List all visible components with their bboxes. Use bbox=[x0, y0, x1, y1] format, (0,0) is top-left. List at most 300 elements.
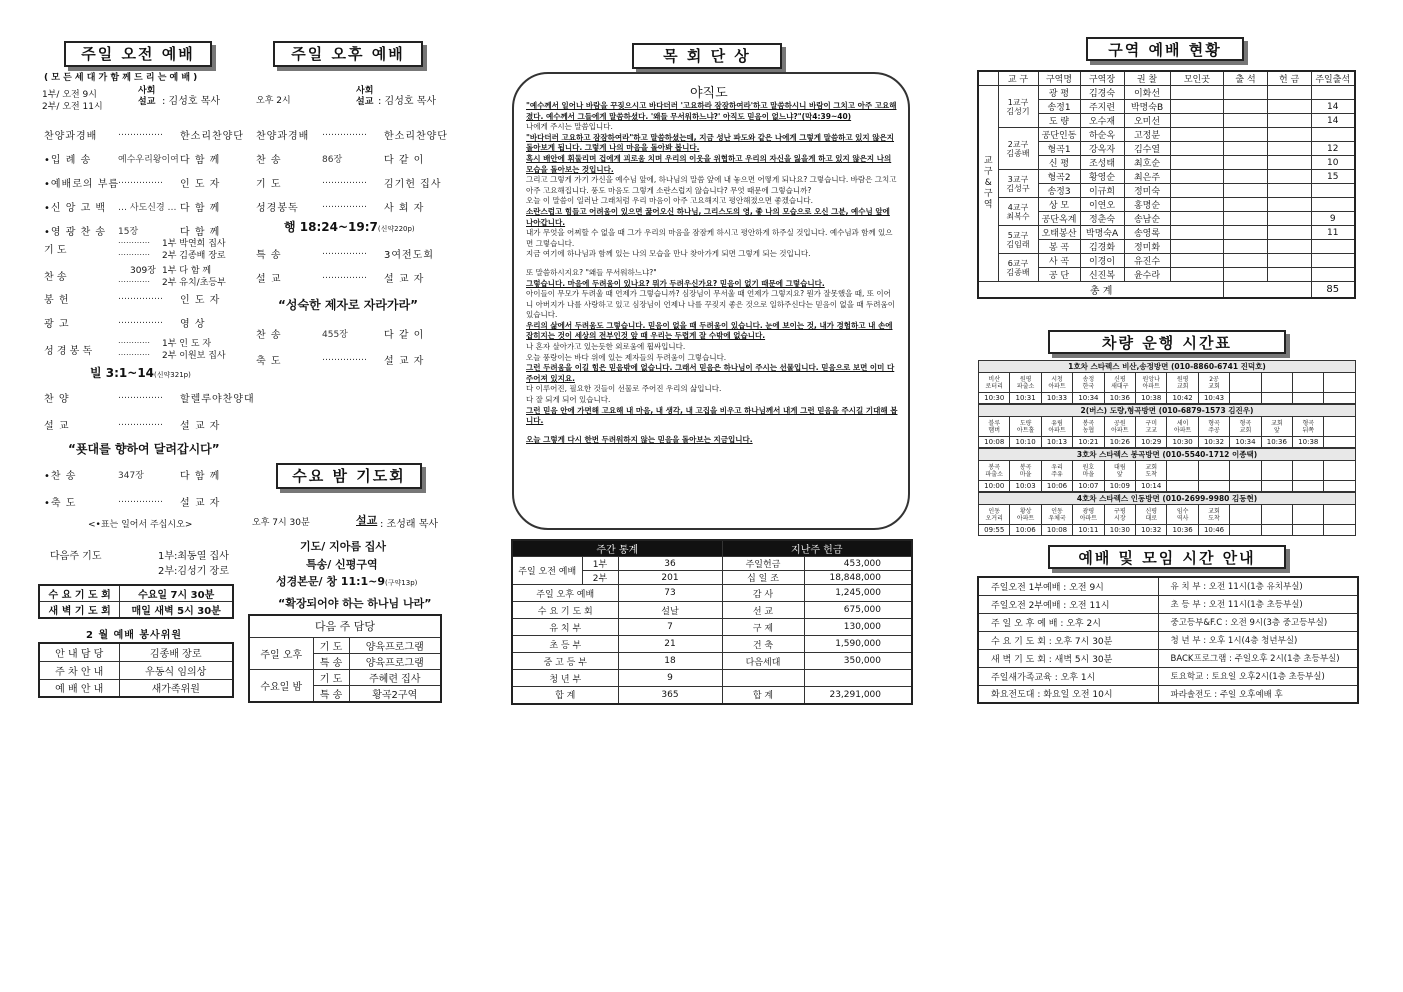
table-cell: 오미선 bbox=[1124, 114, 1170, 128]
bus-stop: 2공 교회 bbox=[1198, 373, 1229, 393]
bus-time: 10:34 bbox=[1073, 393, 1104, 404]
table-cell: 수요일 밤 bbox=[249, 669, 313, 702]
bus-time: 10:08 bbox=[979, 437, 1010, 448]
morning-bible-label: 성 경 봉 독 bbox=[44, 346, 93, 357]
order-item-name: 광 고 bbox=[44, 319, 70, 330]
wed-sermon: “확장되어야 하는 하나님 나라” bbox=[278, 597, 432, 610]
table-cell: 새 벽 기 도 회 : 새벽 5시 30분 bbox=[978, 649, 1158, 667]
table-cell: 정미숙 bbox=[1124, 184, 1170, 198]
table-row bbox=[39, 679, 233, 697]
bus-time: 10:29 bbox=[1136, 437, 1167, 448]
table-cell bbox=[1267, 114, 1311, 128]
table-cell bbox=[1198, 481, 1229, 492]
table-cell: 우동식 임의상 bbox=[119, 661, 233, 679]
table-cell: 구 제 bbox=[722, 619, 804, 636]
table-cell bbox=[1170, 226, 1224, 240]
order-item-leader: 인 도 자 bbox=[180, 179, 221, 190]
essay-paragraph: 오늘 이 말씀이 일러난 그래처럼 우리 마음이 아주 고요해지고 평안해졌으면 좋겠습니다. bbox=[526, 196, 814, 206]
order-item-leader: 다 함 께 bbox=[180, 155, 221, 166]
pastor-column-title: 목 회 단 상 bbox=[632, 43, 782, 69]
bus-stop: 세이 아파트 bbox=[1167, 417, 1198, 437]
bus-stop: 교회 도착 bbox=[1198, 505, 1229, 525]
order-item-detail: …………… bbox=[322, 128, 367, 138]
bus-stop: 우리 주유 bbox=[1041, 461, 1072, 481]
table-cell: 365 bbox=[618, 687, 722, 704]
bus-route-table bbox=[978, 360, 1356, 404]
table-cell bbox=[1261, 373, 1292, 393]
order-item-name: •축 도 bbox=[44, 498, 77, 509]
table-cell: 황영순 bbox=[1080, 170, 1124, 184]
table-row bbox=[978, 649, 1358, 667]
order-item-detail: … 사도신경 … bbox=[118, 203, 177, 213]
prayer-meeting-table bbox=[38, 584, 234, 619]
table-cell: 황곡2구역 bbox=[349, 685, 441, 702]
essay-paragraph: 그렇습니다. 마음에 두려움이 있나요? 뭐가 두려우신가요? 믿음이 없기 때문에 그렇습니다. bbox=[526, 278, 825, 288]
table-cell bbox=[1261, 461, 1292, 481]
table-cell bbox=[1293, 393, 1324, 404]
table-cell bbox=[1170, 156, 1224, 170]
table-cell bbox=[1230, 505, 1261, 525]
order-item-leader: 김기헌 집사 bbox=[384, 179, 442, 190]
table-cell: 교 구 & 구 역 bbox=[978, 86, 998, 282]
bus-stop: 원앙나 아파트 bbox=[1136, 373, 1167, 393]
table-cell bbox=[1230, 373, 1261, 393]
order-item-name: •찬 송 bbox=[44, 471, 77, 482]
bus-stop: 형곡 뒤쪽 bbox=[1293, 417, 1324, 437]
table-cell bbox=[1267, 240, 1311, 254]
wed-bible-ref: 성경본문/ 창 11:1~9 bbox=[276, 575, 386, 588]
essay-paragraph: 그런 믿음 안에 가면해 고요해 내 마음, 내 생각, 내 고집을 비우고 하나님께서 내게 그런 믿음을 주시길 기대해 봅니다. bbox=[526, 405, 898, 426]
table-cell: 합 계 bbox=[722, 687, 804, 704]
table-row bbox=[512, 540, 912, 557]
afternoon-preacher-label: 사회 설교 bbox=[356, 86, 374, 107]
essay-paragraph: 나에게 주시는 말씀입니다. bbox=[526, 122, 613, 132]
morning-bible-2: 2부 이원보 집사 bbox=[162, 351, 226, 361]
table-cell bbox=[1224, 184, 1268, 198]
standing-note: <•표는 일어서 주십시오> bbox=[88, 520, 193, 530]
bus-stop: 교회 앞 bbox=[1261, 417, 1292, 437]
table-cell: 유 치 부 bbox=[512, 619, 618, 636]
table-cell: 수요일 7시 30분 bbox=[120, 585, 233, 602]
wed-bible-page: (구약13p) bbox=[385, 579, 418, 587]
bus-stop: 인동 우체국 bbox=[1041, 505, 1072, 525]
table-cell bbox=[1230, 461, 1261, 481]
table-row bbox=[249, 669, 441, 685]
table-row bbox=[512, 557, 912, 571]
table-cell: 사 곡 bbox=[1038, 254, 1080, 268]
table-row bbox=[512, 670, 912, 687]
table-row bbox=[512, 602, 912, 619]
table-row bbox=[979, 361, 1356, 373]
bus-stop: 황상 아파트 bbox=[1010, 505, 1041, 525]
table-cell: 공 단 bbox=[1038, 268, 1080, 282]
bus-stop: 봉곡 마을 bbox=[1010, 461, 1041, 481]
order-item-detail: …………… bbox=[118, 418, 163, 428]
order-item-leader: 설 교 자 bbox=[384, 356, 425, 367]
table-cell: 김종배 장로 bbox=[119, 643, 233, 661]
essay-paragraph: 혹시 배안에 휘둘리며 겁에게 괴로움 치며 우리의 이웃을 위협하고 우리의 자신을 잃을게 하고 있지 않은지 나의 모습을 돌아보는 것입니다. bbox=[526, 153, 892, 174]
table-cell bbox=[1224, 268, 1268, 282]
order-item-leader: 다 함 께 bbox=[180, 203, 221, 214]
table-cell bbox=[1230, 481, 1261, 492]
table-cell bbox=[1267, 198, 1311, 212]
table-cell bbox=[1170, 198, 1224, 212]
table-cell: 453,000 bbox=[804, 557, 912, 571]
bus-stop: 원평 교회 bbox=[1167, 373, 1198, 393]
order-item-detail: 15장 bbox=[118, 227, 139, 237]
morning-time-2: 2부/ 오전 11시 bbox=[42, 102, 103, 112]
afternoon-sermon-title: “성숙한 제자로 자라가라” bbox=[278, 298, 419, 312]
table-cell: 초 등 부 : 오전 11시(1층 초등부실) bbox=[1158, 595, 1358, 613]
bus-time: 10:36 bbox=[1261, 437, 1292, 448]
table-cell: 1부 bbox=[582, 557, 618, 571]
afternoon-time: 오후 2시 bbox=[256, 96, 291, 106]
table-cell bbox=[1267, 254, 1311, 268]
table-cell bbox=[1224, 86, 1268, 100]
table-row bbox=[978, 71, 1355, 86]
table-cell bbox=[1293, 505, 1324, 525]
table-cell: 조성태 bbox=[1080, 156, 1124, 170]
bus-stop: 형곡 교회 bbox=[1230, 417, 1261, 437]
essay-paragraph: 다 잘 되게 되어 있습니다. bbox=[526, 395, 611, 405]
table-row bbox=[39, 585, 233, 602]
bus-time: 10:07 bbox=[1073, 481, 1104, 492]
table-cell: 예 배 안 내 bbox=[39, 679, 119, 697]
table-cell bbox=[1311, 128, 1355, 142]
table-cell: 초 등 부 bbox=[512, 636, 618, 653]
table-row bbox=[39, 643, 233, 661]
table-row bbox=[512, 653, 912, 670]
table-cell: 최호순 bbox=[1124, 156, 1170, 170]
table-cell bbox=[1170, 170, 1224, 184]
dots: ………… bbox=[118, 248, 150, 257]
table-cell bbox=[1324, 525, 1356, 536]
bus-time: 10:21 bbox=[1073, 437, 1104, 448]
table-row bbox=[978, 170, 1355, 184]
table-cell: 1,245,000 bbox=[804, 585, 912, 602]
order-item-detail: …………… bbox=[322, 200, 367, 210]
table-cell: 수 요 기 도 회 bbox=[512, 602, 618, 619]
table-cell: 3교구 김성구 bbox=[998, 170, 1038, 198]
table-cell: 정미화 bbox=[1124, 240, 1170, 254]
table-row bbox=[979, 405, 1356, 417]
table-cell: 송정3 bbox=[1038, 184, 1080, 198]
sunday-morning-title: 주일 오전 예배 bbox=[64, 41, 212, 67]
table-cell bbox=[1224, 114, 1268, 128]
table-cell bbox=[1293, 525, 1324, 536]
morning-scripture bbox=[90, 364, 191, 381]
afternoon-scripture bbox=[284, 218, 415, 235]
table-cell: 23,291,000 bbox=[804, 687, 912, 704]
order-item-detail: …………… bbox=[118, 391, 163, 401]
bus-time: 10:34 bbox=[1230, 437, 1261, 448]
order-item-leader: 한소리찬양단 bbox=[384, 131, 448, 142]
table-cell: 18,848,000 bbox=[804, 571, 912, 585]
order-item-detail: 347장 bbox=[118, 471, 144, 481]
table-cell bbox=[1293, 481, 1324, 492]
table-cell: 2교구 김종배 bbox=[998, 128, 1038, 170]
table-cell: 양육프로그램 bbox=[349, 653, 441, 669]
wed-preacher: : 조성래 목사 bbox=[380, 519, 439, 530]
table-cell: 토요학교 : 토요일 오후2시(1층 초등부실) bbox=[1158, 667, 1358, 685]
bus-time: 10:06 bbox=[1041, 481, 1072, 492]
table-row bbox=[979, 449, 1356, 461]
table-cell: 14 bbox=[1311, 100, 1355, 114]
table-cell bbox=[1311, 254, 1355, 268]
order-item-leader: 인 도 자 bbox=[180, 295, 221, 306]
table-cell: 주 일 오 후 예 배 : 오후 2시 bbox=[978, 613, 1158, 631]
bus-time: 10:32 bbox=[1198, 437, 1229, 448]
bus-time: 10:14 bbox=[1136, 481, 1167, 492]
table-cell bbox=[1167, 481, 1198, 492]
dots: ………… bbox=[118, 348, 150, 357]
table-cell: 주일오전 1부예배 : 오전 9시 bbox=[978, 577, 1158, 595]
table-cell bbox=[1224, 128, 1268, 142]
table-cell: 김경화 bbox=[1080, 240, 1124, 254]
table-cell: 주 차 안 내 bbox=[39, 661, 119, 679]
table-cell: 김경숙 bbox=[1080, 86, 1124, 100]
table-row bbox=[979, 393, 1356, 404]
table-cell: 헌 금 bbox=[1267, 71, 1311, 86]
table-cell: 총 계 bbox=[978, 282, 1224, 299]
essay-paragraph: 지금 여기에 하나님과 함께 있는 나의 모습을 만나 찾아가게 되면 그렇게 되는 것입니다. bbox=[526, 249, 811, 259]
table-cell: 십 일 조 bbox=[722, 571, 804, 585]
table-cell bbox=[1293, 461, 1324, 481]
table-cell: 2(버스) 도량,형곡방면 (010-6879-1573 김진우) bbox=[979, 405, 1356, 417]
table-cell bbox=[1230, 393, 1261, 404]
order-item-name: 성경봉독 bbox=[256, 203, 299, 214]
table-cell: 송정1 bbox=[1038, 100, 1080, 114]
table-cell bbox=[722, 670, 804, 687]
table-row bbox=[978, 685, 1358, 703]
table-cell: 6교구 김종배 bbox=[998, 254, 1038, 282]
next-week-table bbox=[248, 614, 442, 703]
order-item-leader: 설 교 자 bbox=[180, 421, 221, 432]
order-item-detail: …………… bbox=[118, 495, 163, 505]
order-item-leader: 다 함 께 bbox=[180, 471, 221, 482]
morning-prayer-label: 기 도 bbox=[44, 245, 67, 256]
table-cell bbox=[1261, 481, 1292, 492]
table-cell bbox=[1224, 240, 1268, 254]
bus-stop: 신평 새대구 bbox=[1104, 373, 1135, 393]
table-row bbox=[979, 461, 1356, 481]
table-cell bbox=[1170, 100, 1224, 114]
table-cell: 주간 통계 bbox=[512, 540, 722, 557]
order-item-detail: …………… bbox=[118, 176, 163, 186]
order-item-leader: 3여전도회 bbox=[384, 250, 435, 261]
table-cell: 신 평 bbox=[1038, 156, 1080, 170]
table-cell: 특 송 bbox=[313, 685, 349, 702]
order-item-detail: …………… bbox=[322, 271, 367, 281]
wed-prayer: 기도/ 지아름 집사 bbox=[300, 540, 387, 553]
order-item-detail: …………… bbox=[118, 316, 163, 326]
table-cell bbox=[1170, 86, 1224, 100]
table-cell bbox=[1170, 142, 1224, 156]
table-cell bbox=[1170, 128, 1224, 142]
table-cell: 주일 오후 예배 bbox=[512, 585, 618, 602]
table-cell bbox=[1324, 417, 1356, 437]
bus-time: 10:38 bbox=[1136, 393, 1167, 404]
table-cell: 교 구 bbox=[998, 71, 1038, 86]
bus-time: 10:06 bbox=[1010, 525, 1041, 536]
morning-hymn-num: 309장 bbox=[130, 266, 156, 276]
bus-time: 10:32 bbox=[1136, 525, 1167, 536]
table-row bbox=[512, 619, 912, 636]
table-row bbox=[978, 577, 1358, 595]
table-row bbox=[978, 254, 1355, 268]
table-row bbox=[978, 86, 1355, 100]
bus-time: 10:11 bbox=[1073, 525, 1104, 536]
bus-stop: 시청 아파트 bbox=[1041, 373, 1072, 393]
table-cell bbox=[1170, 114, 1224, 128]
next-prayer-1: 1부:최동열 집사 bbox=[158, 551, 229, 562]
table-cell bbox=[1311, 240, 1355, 254]
bus-route-table bbox=[978, 492, 1356, 536]
order-item-leader: 사 회 자 bbox=[384, 203, 425, 214]
table-cell bbox=[1224, 198, 1268, 212]
afternoon-scripture-page: (신약220p) bbox=[377, 225, 415, 233]
table-row bbox=[249, 637, 441, 653]
bus-time: 10:03 bbox=[1010, 481, 1041, 492]
table-cell: 3호차 스타렉스 봉곡방면 (010-5540-1712 이종택) bbox=[979, 449, 1356, 461]
morning-scripture-page: (신약321p) bbox=[154, 371, 191, 379]
table-row bbox=[978, 226, 1355, 240]
table-cell: 공단인동 bbox=[1038, 128, 1080, 142]
table-cell: 오태봉산 bbox=[1038, 226, 1080, 240]
table-cell: 새 벽 기 도 회 bbox=[39, 602, 120, 619]
table-cell: 최은주 bbox=[1124, 170, 1170, 184]
bus-time: 10:30 bbox=[1104, 525, 1135, 536]
table-cell bbox=[1267, 170, 1311, 184]
bus-stop: 신평 대로 bbox=[1136, 505, 1167, 525]
table-cell bbox=[1324, 461, 1356, 481]
bus-time: 09:55 bbox=[979, 525, 1010, 536]
essay-paragraph: 다 이루어진, 필요한 것들이 선물로 주어진 우리의 삶입니다. bbox=[526, 384, 722, 394]
table-row bbox=[979, 481, 1356, 492]
table-row bbox=[979, 417, 1356, 437]
table-cell: 9 bbox=[1311, 212, 1355, 226]
table-row bbox=[979, 493, 1356, 505]
table-cell: 설날 bbox=[618, 602, 722, 619]
table-cell: 이연오 bbox=[1080, 198, 1124, 212]
cell-group-table bbox=[977, 70, 1356, 299]
table-row bbox=[979, 437, 1356, 448]
essay-paragraph: 나 혼자 살아가고 있는듯한 외로움에 휩싸입니다. bbox=[526, 342, 686, 352]
table-cell: 윤수라 bbox=[1124, 268, 1170, 282]
service-committee-table bbox=[38, 642, 234, 698]
table-cell: 청 년 부 bbox=[512, 670, 618, 687]
table-cell bbox=[1224, 212, 1268, 226]
table-cell: 21 bbox=[618, 636, 722, 653]
table-cell: 파라솔전도 : 주일 오후예배 후 bbox=[1158, 685, 1358, 703]
bus-time: 10:46 bbox=[1198, 525, 1229, 536]
order-item-name: 설 교 bbox=[256, 274, 282, 285]
table-cell bbox=[1224, 282, 1311, 299]
table-cell bbox=[1261, 505, 1292, 525]
morning-hymn-1: 1부 다 함 께 bbox=[162, 266, 212, 276]
table-cell: 강옥자 bbox=[1080, 142, 1124, 156]
table-cell: 중고등부&F.C : 오전 9시(3층 중고등부실) bbox=[1158, 613, 1358, 631]
table-cell: 4교구 최복수 bbox=[998, 198, 1038, 226]
table-cell: 홍명순 bbox=[1124, 198, 1170, 212]
table-cell bbox=[1267, 100, 1311, 114]
table-row bbox=[978, 198, 1355, 212]
bus-stop: 광평 아파트 bbox=[1073, 505, 1104, 525]
table-cell: 안 내 담 당 bbox=[39, 643, 119, 661]
bus-stop: 대림 앞 bbox=[1104, 461, 1135, 481]
order-item-name: •입 례 송 bbox=[44, 155, 92, 166]
morning-subtitle: ( 모 든 세 대 가 함 께 드 리 는 예 배 ) bbox=[44, 73, 198, 83]
table-row bbox=[978, 667, 1358, 685]
table-cell: 매일 새벽 5시 30분 bbox=[120, 602, 233, 619]
bus-stop: 인동 오거리 bbox=[979, 505, 1010, 525]
table-cell: 이규희 bbox=[1080, 184, 1124, 198]
essay-paragraph: 그리고 그렇게 가기 가신을 예수님 앞에, 하나님의 말씀 앞에 내 놓으면 어떻게 되나요? 그렇습니다. 바람은 그치고 아주 고요해집니다. 풍도 마음도 그렇게 소란스럽지 않습니다? 무엇 때문에 그렇습니까? bbox=[526, 175, 897, 195]
essay-paragraph: 소란스럽고 힘들고 어려움이 있으면 꿇어오신 하나님, 그리스도의 영, 좋 나의 모습으로 오신 그분, 예수님 앞에 나아갑니다. bbox=[526, 206, 890, 227]
table-row bbox=[39, 602, 233, 619]
table-cell: 14 bbox=[1311, 114, 1355, 128]
table-cell: 주일 오전 예배 bbox=[512, 557, 582, 585]
table-cell: 4호차 스타렉스 인동방면 (010-2699-9980 김동현) bbox=[979, 493, 1356, 505]
morning-preacher: : 김성호 목사 bbox=[162, 96, 221, 107]
table-cell bbox=[1224, 142, 1268, 156]
table-cell: 상 모 bbox=[1038, 198, 1080, 212]
order-item-name: 찬양과경배 bbox=[44, 131, 98, 142]
morning-prayer-2: 2부 김종배 장로 bbox=[162, 251, 226, 261]
table-cell bbox=[1170, 240, 1224, 254]
essay-title: 야직도 bbox=[690, 86, 728, 101]
order-item-leader: 설 교 자 bbox=[384, 274, 425, 285]
table-cell: 합 계 bbox=[512, 687, 618, 704]
table-cell bbox=[1324, 393, 1356, 404]
bus-stop: 교회 도착 bbox=[1136, 461, 1167, 481]
order-item-name: 찬 송 bbox=[256, 330, 282, 341]
table-cell bbox=[978, 71, 998, 86]
table-cell: 송영록 bbox=[1124, 226, 1170, 240]
morning-bible-1: 1부 인 도 자 bbox=[162, 339, 212, 349]
table-cell bbox=[1170, 212, 1224, 226]
table-cell: 김수열 bbox=[1124, 142, 1170, 156]
table-cell bbox=[1267, 212, 1311, 226]
essay-paragraph: 그런 두려움을 이길 힘은 믿음밖에 없습니다. 그래서 믿음은 하나님이 주시는 선물입니다. 믿음으로 보면 이미 다 주어져 있지요. bbox=[526, 363, 895, 383]
order-item-leader: 다 같 이 bbox=[384, 330, 425, 341]
table-row bbox=[39, 661, 233, 679]
bus-time: 10:13 bbox=[1041, 437, 1072, 448]
schedule-title: 예배 및 모임 시간 안내 bbox=[1048, 545, 1286, 569]
sunday-afternoon-title: 주일 오후 예배 bbox=[273, 41, 423, 67]
essay-paragraph: 오늘 그렇게 다시 한번 두려워하지 않는 믿음을 돌아보는 지금입니다. bbox=[526, 434, 753, 444]
order-item-name: 봉 헌 bbox=[44, 295, 70, 306]
table-cell: 주일오전 2부예배 : 오전 11시 bbox=[978, 595, 1158, 613]
essay-paragraph: 아이들이 무모가 두려울 때 언제가 그렇습니까? 심장님이 무서울 때 언제가 그렇지요? 뭔가 잘못했을 때, 또 이어니 아버지가 나를 사랑하고 있고 심장님이 언제나 나를 꾸짖지 좋은 것으로 일하주신다는 믿음이 없을 때 두려움이 있습니다. bbox=[526, 289, 896, 320]
table-cell: 주일출석 bbox=[1311, 71, 1355, 86]
essay-body bbox=[526, 101, 898, 445]
table-cell: 송남순 bbox=[1124, 212, 1170, 226]
table-cell: 광 평 bbox=[1038, 86, 1080, 100]
table-cell: 9 bbox=[618, 670, 722, 687]
table-cell: 특 송 bbox=[313, 653, 349, 669]
bus-stop: 임수 역사 bbox=[1167, 505, 1198, 525]
morning-prayer-1: 1부 박연희 집사 bbox=[162, 239, 226, 249]
table-cell: 유 치 부 : 오전 11시(1층 유치부실) bbox=[1158, 577, 1358, 595]
bus-schedule bbox=[978, 360, 1358, 536]
bus-time: 10:33 bbox=[1041, 393, 1072, 404]
table-cell: 정춘숙 bbox=[1080, 212, 1124, 226]
table-cell bbox=[1224, 156, 1268, 170]
table-row bbox=[512, 585, 912, 602]
table-row bbox=[978, 631, 1358, 649]
bus-time: 10:08 bbox=[1041, 525, 1072, 536]
